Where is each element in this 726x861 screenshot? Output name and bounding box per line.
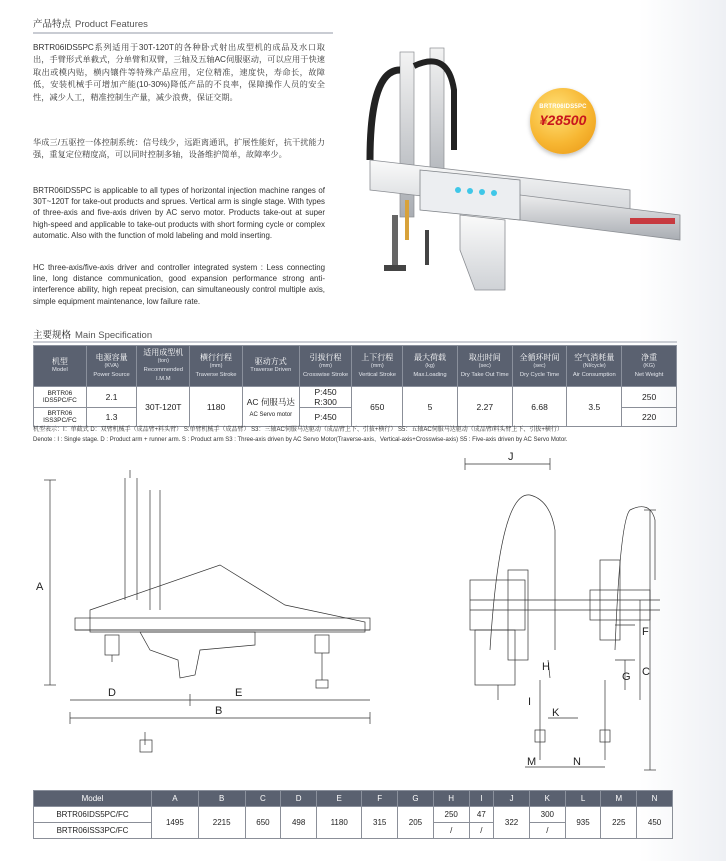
label-I: I (528, 696, 532, 708)
dim-col-I: I (469, 791, 494, 807)
features-title-en: Product Features (75, 19, 148, 30)
spec-cell-cycle: 6.68 (512, 387, 567, 427)
dim-cell-H: / (433, 823, 469, 839)
spec-cell-vertical: 650 (352, 387, 403, 427)
spec-col-imm: 适用成型机 (ton) Recommended I.M.M (137, 346, 190, 387)
spec-col-crosswise: 引拔行程 (mm) Crosswise Stroke (299, 346, 352, 387)
dim-col-D: D (281, 791, 317, 807)
robot-product-image (330, 40, 720, 310)
price-badge (530, 88, 596, 154)
dim-cell-N: 450 (637, 807, 673, 839)
spec-title-divider (33, 341, 677, 343)
dim-cell-L: 935 (565, 807, 601, 839)
label-J: J (508, 451, 514, 463)
label-B: B (215, 705, 223, 717)
spec-row-ids5pc (34, 387, 677, 408)
spec-cell-air: 3.5 (567, 387, 622, 427)
dim-cell-H: 250 (433, 807, 469, 823)
dim-cell-C: 650 (245, 807, 281, 839)
dim-cell-model: BRTR06ISS3PC/FC (34, 823, 152, 839)
dim-cell-D: 498 (281, 807, 317, 839)
spec-cell-crosswise: P:450 R:300 (299, 387, 352, 408)
dim-col-A: A (152, 791, 199, 807)
dim-header-row (34, 791, 673, 807)
label-E: E (235, 687, 243, 699)
spec-cell-driven: AC 伺服马达 AC Servo motor (242, 387, 299, 427)
spec-cell-model: BRTR06 IDS5PC/FC (34, 387, 87, 408)
price-badge-price: ¥28500 (539, 112, 587, 128)
spec-col-air: 空气消耗量 (Nl/cycle) Air Consumption (567, 346, 622, 387)
spec-cell-power: 1.3 (86, 408, 137, 427)
spec-cell-weight: 220 (622, 408, 677, 427)
label-H: H (542, 661, 550, 673)
label-F: F (642, 626, 649, 638)
dim-col-C: C (245, 791, 281, 807)
spec-col-driven: 驱动方式 Traverse Driven (242, 346, 299, 387)
dim-cell-K: 300 (529, 807, 565, 823)
label-M: M (527, 756, 537, 768)
spec-col-weight: 净重 (KG) Net Weight (622, 346, 677, 387)
features-title-divider (33, 32, 333, 34)
label-C: C (642, 666, 650, 678)
dim-col-H: H (433, 791, 469, 807)
dim-cell-E: 1180 (317, 807, 362, 839)
features-paragraph-en-2: HC three-axis/five-axis driver and controller integrated system : Less connecting line, long distance communication, good expansion performance strong anti-interference ability, high repeat precision, can simultaneously control multiple axis, simple equipment maintenance, low failure rate. (33, 263, 325, 306)
spec-col-takeout: 取出时间 (sec) Dry Take Out Time (457, 346, 512, 387)
dim-cell-model: BRTR06IDS5PC/FC (34, 807, 152, 823)
spec-col-power: 电源容量 (KVA) Power Source (86, 346, 137, 387)
denote-cn: 机型表示：I：单截式 D：双臂机械手（成品臂+料头臂） S:单臂机械手（成品臂） S3：三轴AC伺服马达驱动（成品臂上下、引拔+横行） S5：五轴AC伺服马达驱动（成品臂/料头臂上下、引拔+横行） (33, 427, 563, 433)
label-G: G (622, 671, 631, 683)
label-D: D (108, 687, 116, 699)
dim-cell-J: 322 (494, 807, 530, 839)
dim-cell-A: 1495 (152, 807, 199, 839)
spec-table (33, 345, 677, 427)
dim-col-N: N (637, 791, 673, 807)
dim-cell-B: 2215 (198, 807, 245, 839)
spec-cell-weight: 250 (622, 387, 677, 408)
spec-cell-loading: 5 (403, 387, 458, 427)
spec-cell-imm: 30T-120T (137, 387, 190, 427)
features-paragraph-cn-1: BRTR06IDS5PC系列适用于30T-120T的各种卧式射出成型机的成品及水口取出，手臂形式单截式，分单臂和双臂，三轴及五轴AC伺服驱动，可以应用于快速取出或模内贴，横内镶件等特殊产品应用，定位精准，速度快，寿命长，故障低，安装机械手可增加产能(10-30%)降低产品的不良率，保障操作人员的安全性，减少人工，精准控制生产量，减少浪费，保证交期。 (33, 43, 325, 102)
dim-col-E: E (317, 791, 362, 807)
dim-col-B: B (198, 791, 245, 807)
dimension-table (33, 790, 673, 839)
dim-cell-G: 205 (398, 807, 434, 839)
spec-cell-model: BRTR06 ISS3PC/FC (34, 408, 87, 427)
dim-col-F: F (362, 791, 398, 807)
spec-cell-traverse: 1180 (190, 387, 243, 427)
spec-title-cn: 主要规格 (33, 330, 72, 341)
dim-col-model: Model (34, 791, 152, 807)
dim-row-ids5pc (34, 807, 673, 823)
label-A: A (36, 581, 44, 593)
features-paragraph-cn-2: 华成三/五驱控一体控制系统：信号线少，远距离通讯，扩展性能好，抗干扰能力强，重复定位精度高，可以同时控制多轴，设备维护简单，故障率少。 (33, 138, 325, 160)
dimension-drawing (30, 450, 670, 785)
dim-cell-I: / (469, 823, 494, 839)
spec-title-en: Main Specification (75, 330, 153, 341)
spec-col-cycle: 全循环时间 (sec) Dry Cycle Time (512, 346, 567, 387)
features-title (33, 16, 148, 30)
dim-cell-I: 47 (469, 807, 494, 823)
spec-cell-power: 2.1 (86, 387, 137, 408)
dim-cell-M: 225 (601, 807, 637, 839)
label-K: K (552, 707, 560, 719)
dim-col-M: M (601, 791, 637, 807)
dim-col-K: K (529, 791, 565, 807)
spec-header-row (34, 346, 677, 387)
denote-en: Denote : I : Single stage. D : Product arm + runner arm. S : Product arm S3 : Three-axis driven by AC Servo Motor(Traverse-axis、Vertical-axis+Crosswise-axis) S5 : Five-axis driven by AC Servo Motor. (33, 437, 568, 443)
dim-cell-F: 315 (362, 807, 398, 839)
spec-col-loading: 最大荷载 (kg) Max.Loading (403, 346, 458, 387)
features-title-cn: 产品特点 (33, 19, 72, 30)
spec-title (33, 327, 152, 341)
spec-col-vertical: 上下行程 (mm) Vertical Stroke (352, 346, 403, 387)
dim-col-L: L (565, 791, 601, 807)
spec-col-model: 机型 Model (34, 346, 87, 387)
dim-cell-K: / (529, 823, 565, 839)
spec-cell-takeout: 2.27 (457, 387, 512, 427)
spec-col-traverse: 横行行程 (mm) Traverse Stroke (190, 346, 243, 387)
label-N: N (573, 756, 581, 768)
price-badge-model: BRTR06IDS5PC (539, 104, 587, 110)
dim-col-G: G (398, 791, 434, 807)
features-paragraph-en-1: BRTR06IDS5PC is applicable to all types of horizontal injection machine ranges of 30T~120T for take-out products and sprues. Vertical arm is single stage. With types of three-axis and five-axis driven by AC servo motor. Products take-out at super high-speed and applicable to take-out products with short forming cycle or complex automatic. Also with the function of mold labeling and mold inserting. (33, 186, 325, 240)
dim-col-J: J (494, 791, 530, 807)
spec-cell-crosswise: P:450 (299, 408, 352, 427)
